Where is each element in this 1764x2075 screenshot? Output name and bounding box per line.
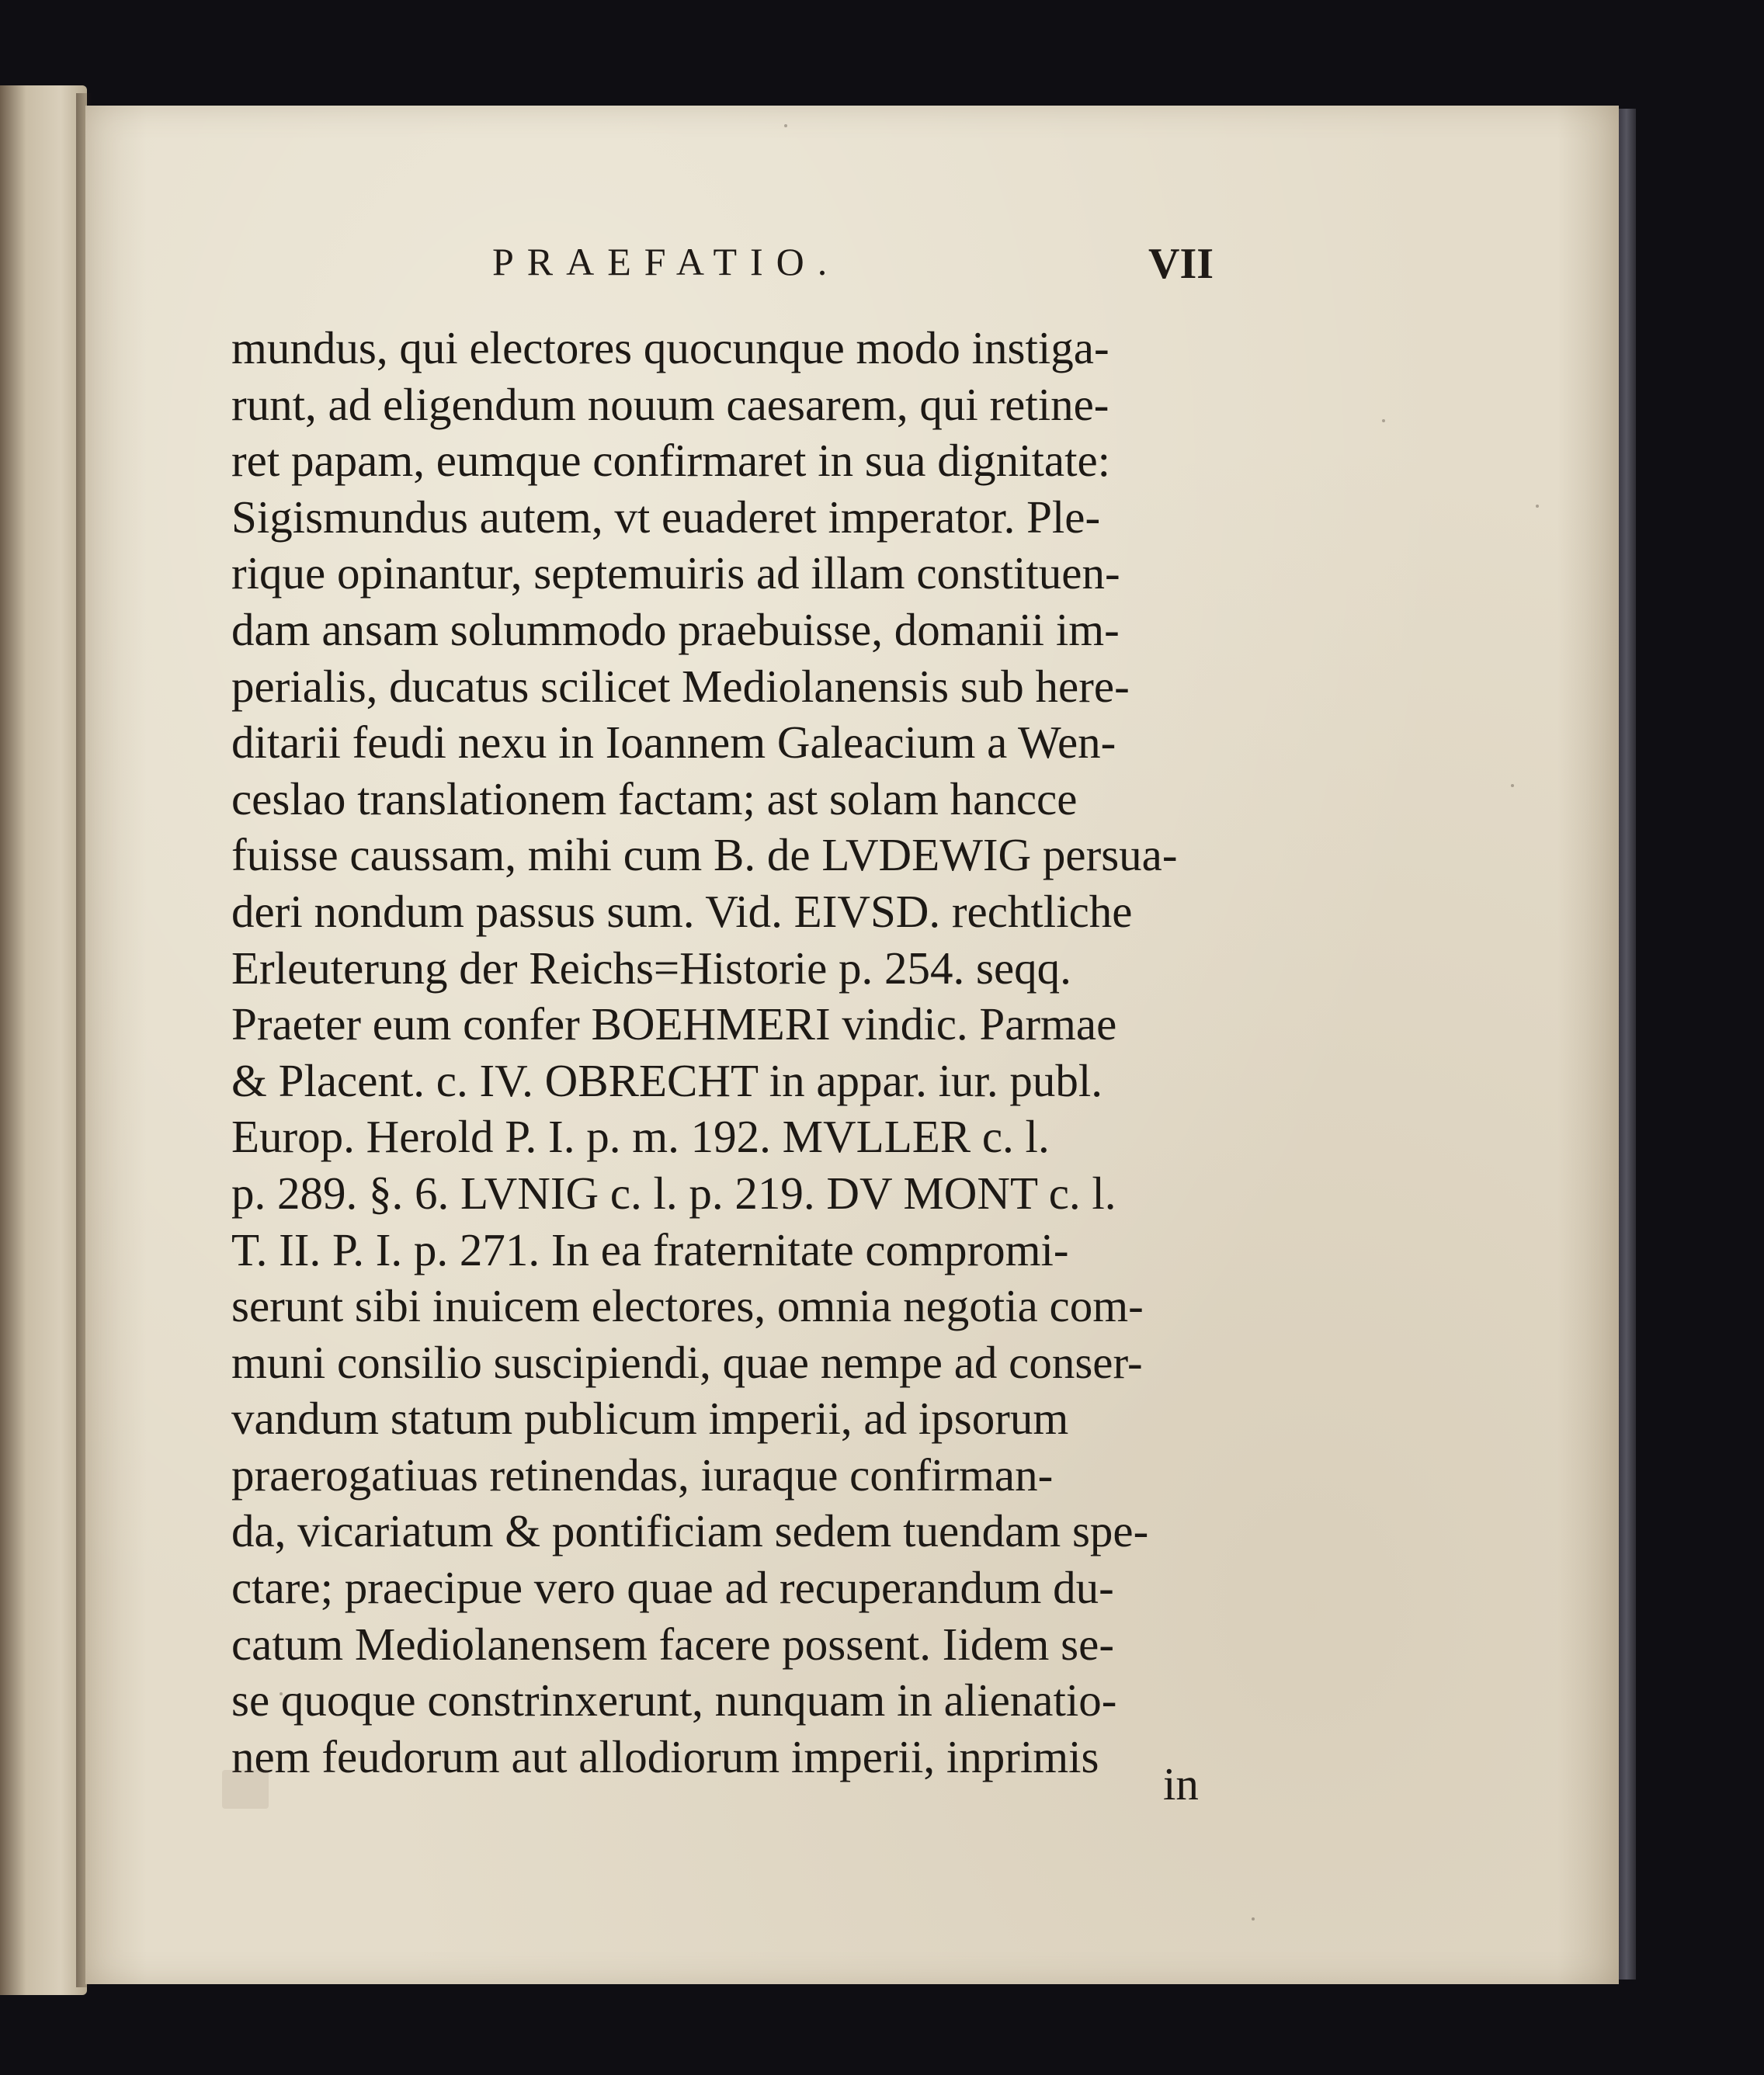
text-line: muni consilio suscipiendi, quae nempe ad conser- — [231, 1336, 1143, 1388]
text-line: praerogatiuas retinendas, iuraque confirman- — [231, 1449, 1054, 1501]
page-header — [492, 239, 1222, 301]
text-line: perialis, ducatus scilicet Mediolanensis sub here- — [231, 660, 1130, 712]
text-line: p. 289. §. 6. LVNIG c. l. p. 219. DV MONT c. l. — [231, 1167, 1116, 1219]
running-head: PRAEFATIO. — [492, 240, 841, 283]
text-line: vandum statum publicum imperii, ad ipsorum — [231, 1393, 1069, 1445]
text-line: & Placent. c. IV. OBRECHT in appar. iur. publ. — [231, 1054, 1103, 1106]
text-line: T. II. P. I. p. 271. In ea fraternitate compromi- — [231, 1223, 1069, 1275]
text-line: Sigismundus autem, vt euaderet imperator. Ple- — [231, 491, 1101, 543]
text-line: ret papam, eumque confirmaret in sua dignitate: — [231, 435, 1111, 487]
left-page-edge — [0, 85, 87, 1995]
text-line: dam ansam solummodo praebuisse, domanii im- — [231, 603, 1120, 655]
text-line: Praeter eum confer BOEHMERI vindic. Parmae — [231, 998, 1117, 1050]
text-line: catum Mediolanensem facere possent. Iidem se- — [231, 1618, 1114, 1670]
catchword: in — [1163, 1758, 1199, 1810]
text-line: ditarii feudi nexu in Ioannem Galeacium a Wen- — [231, 717, 1116, 769]
text-line: runt, ad eligendum nouum caesarem, qui retine- — [231, 378, 1109, 430]
body-text — [231, 320, 1213, 1785]
text-line: ctare; praecipue vero quae ad recuperandum du- — [231, 1562, 1114, 1614]
text-line: se quoque constrinxerunt, nunquam in alienatio- — [231, 1674, 1117, 1726]
text-line: ceslao translationem factam; ast solam hancce — [231, 772, 1078, 824]
text-line: Europ. Herold P. I. p. m. 192. MVLLER c. l. — [231, 1111, 1050, 1163]
text-line: Erleuterung der Reichs=Historie p. 254. seqq. — [231, 942, 1071, 994]
text-line: da, vicariatum & pontificiam sedem tuendam spe- — [231, 1505, 1149, 1557]
text-line: nem feudorum aut allodiorum imperii, inprimis — [231, 1730, 1099, 1782]
text-line: serunt sibi inuicem electores, omnia negotia com- — [231, 1280, 1144, 1332]
text-line: deri nondum passus sum. Vid. EIVSD. rechtliche — [231, 885, 1133, 937]
book-cover-edge — [1619, 109, 1636, 1980]
text-line: mundus, qui electores quocunque modo instiga- — [231, 322, 1109, 373]
text-line: fuisse caussam, mihi cum B. de LVDEWIG persua- — [231, 829, 1178, 881]
text-line: rique opinantur, septemuiris ad illam constituen- — [231, 547, 1120, 599]
page-number: VII — [1148, 240, 1214, 288]
faint-stamp-mark — [222, 1770, 269, 1809]
